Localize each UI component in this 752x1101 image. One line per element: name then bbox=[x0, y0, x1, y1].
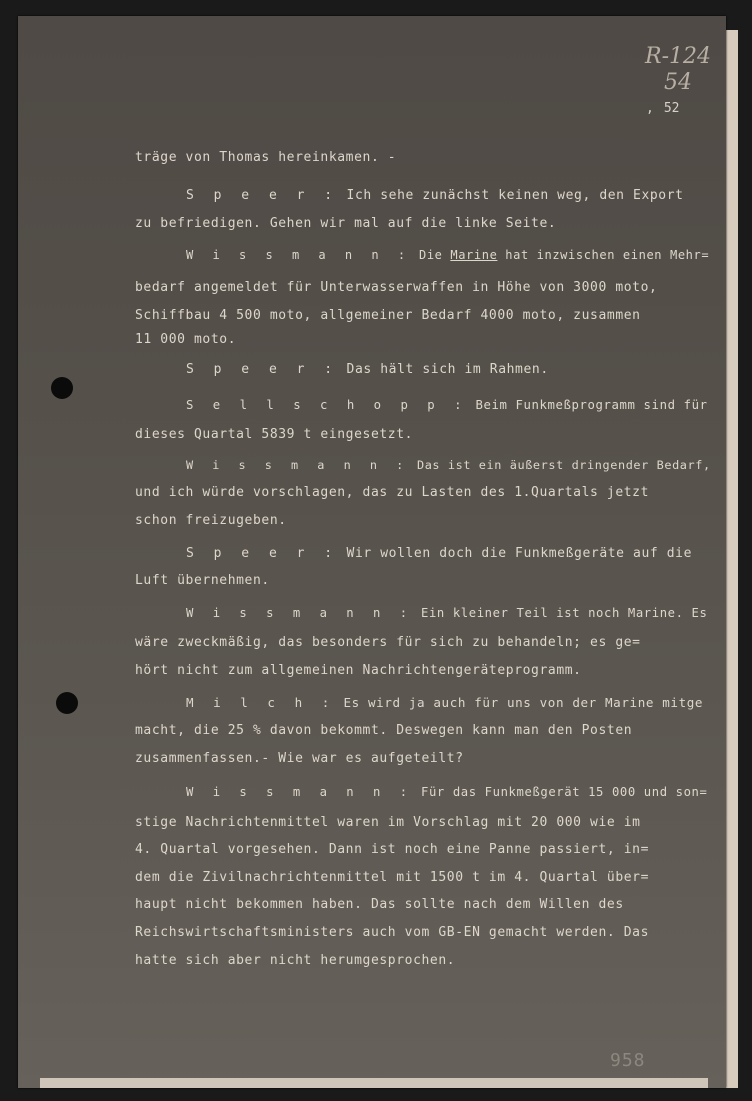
transcript-line bbox=[135, 663, 582, 678]
line-text: Schiffbau 4 500 moto, allgemeiner Bedarf 4000 moto, zusammen bbox=[135, 308, 641, 323]
transcript-line bbox=[135, 751, 464, 766]
speaker-name: W i s s m a n n : bbox=[186, 248, 412, 262]
transcript-line bbox=[135, 513, 287, 528]
transcript-line bbox=[135, 953, 455, 968]
line-text: dem die Zivilnachrichtenmittel mit 1500 t im 4. Quartal über= bbox=[135, 870, 650, 885]
line-text: hatte sich aber nicht herumgesprochen. bbox=[135, 953, 456, 968]
line-text: wäre zweckmäßig, das besonders für sich zu behandeln; es ge= bbox=[135, 635, 641, 650]
line-text: 4. Quartal vorgesehen. Dann ist noch eine Panne passiert, in= bbox=[135, 842, 650, 857]
transcript-line bbox=[135, 216, 556, 231]
line-text: hört nicht zum allgemeinen Nachrichtengeräteprogramm. bbox=[135, 663, 582, 678]
page-number bbox=[646, 101, 679, 116]
stamp-number: 958 bbox=[610, 1050, 646, 1071]
underlined-word: Marine bbox=[450, 248, 498, 262]
speaker-name: S p e e r : bbox=[186, 546, 339, 561]
line-text: Ich sehe zunächst keinen weg, den Export bbox=[338, 188, 684, 203]
transcript-line bbox=[135, 427, 413, 442]
transcript-line bbox=[135, 815, 641, 830]
page-number-value: 52 bbox=[663, 101, 680, 116]
archive-reference-line-2: 54 bbox=[664, 70, 692, 95]
transcript-line bbox=[135, 308, 641, 323]
line-text: Es wird ja auch für uns von der Marine mitge bbox=[335, 695, 704, 710]
transcript-line bbox=[135, 635, 641, 650]
line-text: Reichswirtschaftsministers auch vom GB-EN gemacht werden. Das bbox=[135, 925, 650, 940]
line-text: zusammenfassen.- Wie war es aufgeteilt? bbox=[135, 751, 464, 766]
line-text-pre: Die bbox=[411, 248, 451, 262]
archive-reference-line-1: R-124 bbox=[645, 44, 711, 69]
speaker-name: S p e e r : bbox=[186, 362, 339, 377]
line-text: hat inzwischen einen Mehr= bbox=[497, 248, 710, 262]
transcript-line bbox=[135, 723, 632, 738]
transcript-line-speaker bbox=[186, 248, 709, 262]
transcript-line bbox=[135, 150, 396, 165]
line-text: haupt nicht bekommen haben. Das sollte nach dem Willen des bbox=[135, 897, 624, 912]
line-text: Ein kleiner Teil ist noch Marine. Es bbox=[413, 606, 708, 620]
line-text: Luft übernehmen. bbox=[135, 573, 270, 588]
line-text: schon freizugeben. bbox=[135, 513, 287, 528]
line-text: Beim Funkmeßprogramm sind für bbox=[467, 398, 708, 412]
transcript-line bbox=[135, 485, 649, 500]
speaker-name: W i s s m a n n : bbox=[186, 606, 414, 620]
line-text: macht, die 25 % davon bekommt. Deswegen kann man den Posten bbox=[135, 723, 633, 738]
transcript-line bbox=[135, 925, 649, 940]
transcript-line-speaker bbox=[186, 785, 707, 799]
line-text: Für das Funkmeßgerät 15 000 und son= bbox=[413, 785, 708, 799]
transcript-line-speaker bbox=[186, 606, 707, 620]
sheet-bottom-edge bbox=[40, 1078, 708, 1088]
line-text: Das hält sich im Rahmen. bbox=[338, 362, 549, 377]
line-text: träge von Thomas hereinkamen. - bbox=[135, 150, 397, 165]
archive-reference-note bbox=[638, 44, 718, 96]
line-text: Wir wollen doch die Funkmeßgeräte auf die bbox=[338, 546, 693, 561]
line-text: Das ist ein äußerst dringender Bedarf, bbox=[409, 458, 711, 472]
page-number-tick: , bbox=[646, 101, 654, 116]
transcript-line-speaker bbox=[186, 695, 703, 710]
transcript-line bbox=[135, 280, 657, 295]
transcript-line-speaker bbox=[186, 546, 692, 561]
punch-hole-bottom bbox=[56, 692, 78, 714]
punch-hole-top bbox=[51, 377, 73, 399]
transcript-line-speaker bbox=[186, 398, 708, 412]
speaker-name: S p e e r : bbox=[186, 188, 339, 203]
transcript-line-speaker bbox=[186, 362, 549, 377]
transcript-line-speaker bbox=[186, 458, 711, 472]
line-text: bedarf angemeldet für Unterwasserwaffen in Höhe von 3000 moto, bbox=[135, 280, 658, 295]
line-text: zu befriedigen. Gehen wir mal auf die linke Seite. bbox=[135, 216, 557, 231]
speaker-name: W i s s m a n n : bbox=[186, 458, 410, 472]
speaker-name: M i l c h : bbox=[186, 695, 336, 710]
line-text: und ich würde vorschlagen, das zu Lasten des 1.Quartals jetzt bbox=[135, 485, 650, 500]
transcript-line bbox=[135, 897, 624, 912]
speaker-name: S e l l s c h o p p : bbox=[186, 398, 468, 412]
line-text: dieses Quartal 5839 t eingesetzt. bbox=[135, 427, 414, 442]
line-text: 11 000 moto. bbox=[135, 332, 237, 347]
transcript-line bbox=[135, 573, 270, 588]
transcript-line-speaker bbox=[186, 188, 684, 203]
speaker-name: W i s s m a n n : bbox=[186, 785, 414, 799]
transcript-line bbox=[135, 870, 649, 885]
line-text: stige Nachrichtenmittel waren im Vorschlag mit 20 000 wie im bbox=[135, 815, 641, 830]
transcript-line bbox=[135, 332, 236, 347]
transcript-line bbox=[135, 842, 649, 857]
